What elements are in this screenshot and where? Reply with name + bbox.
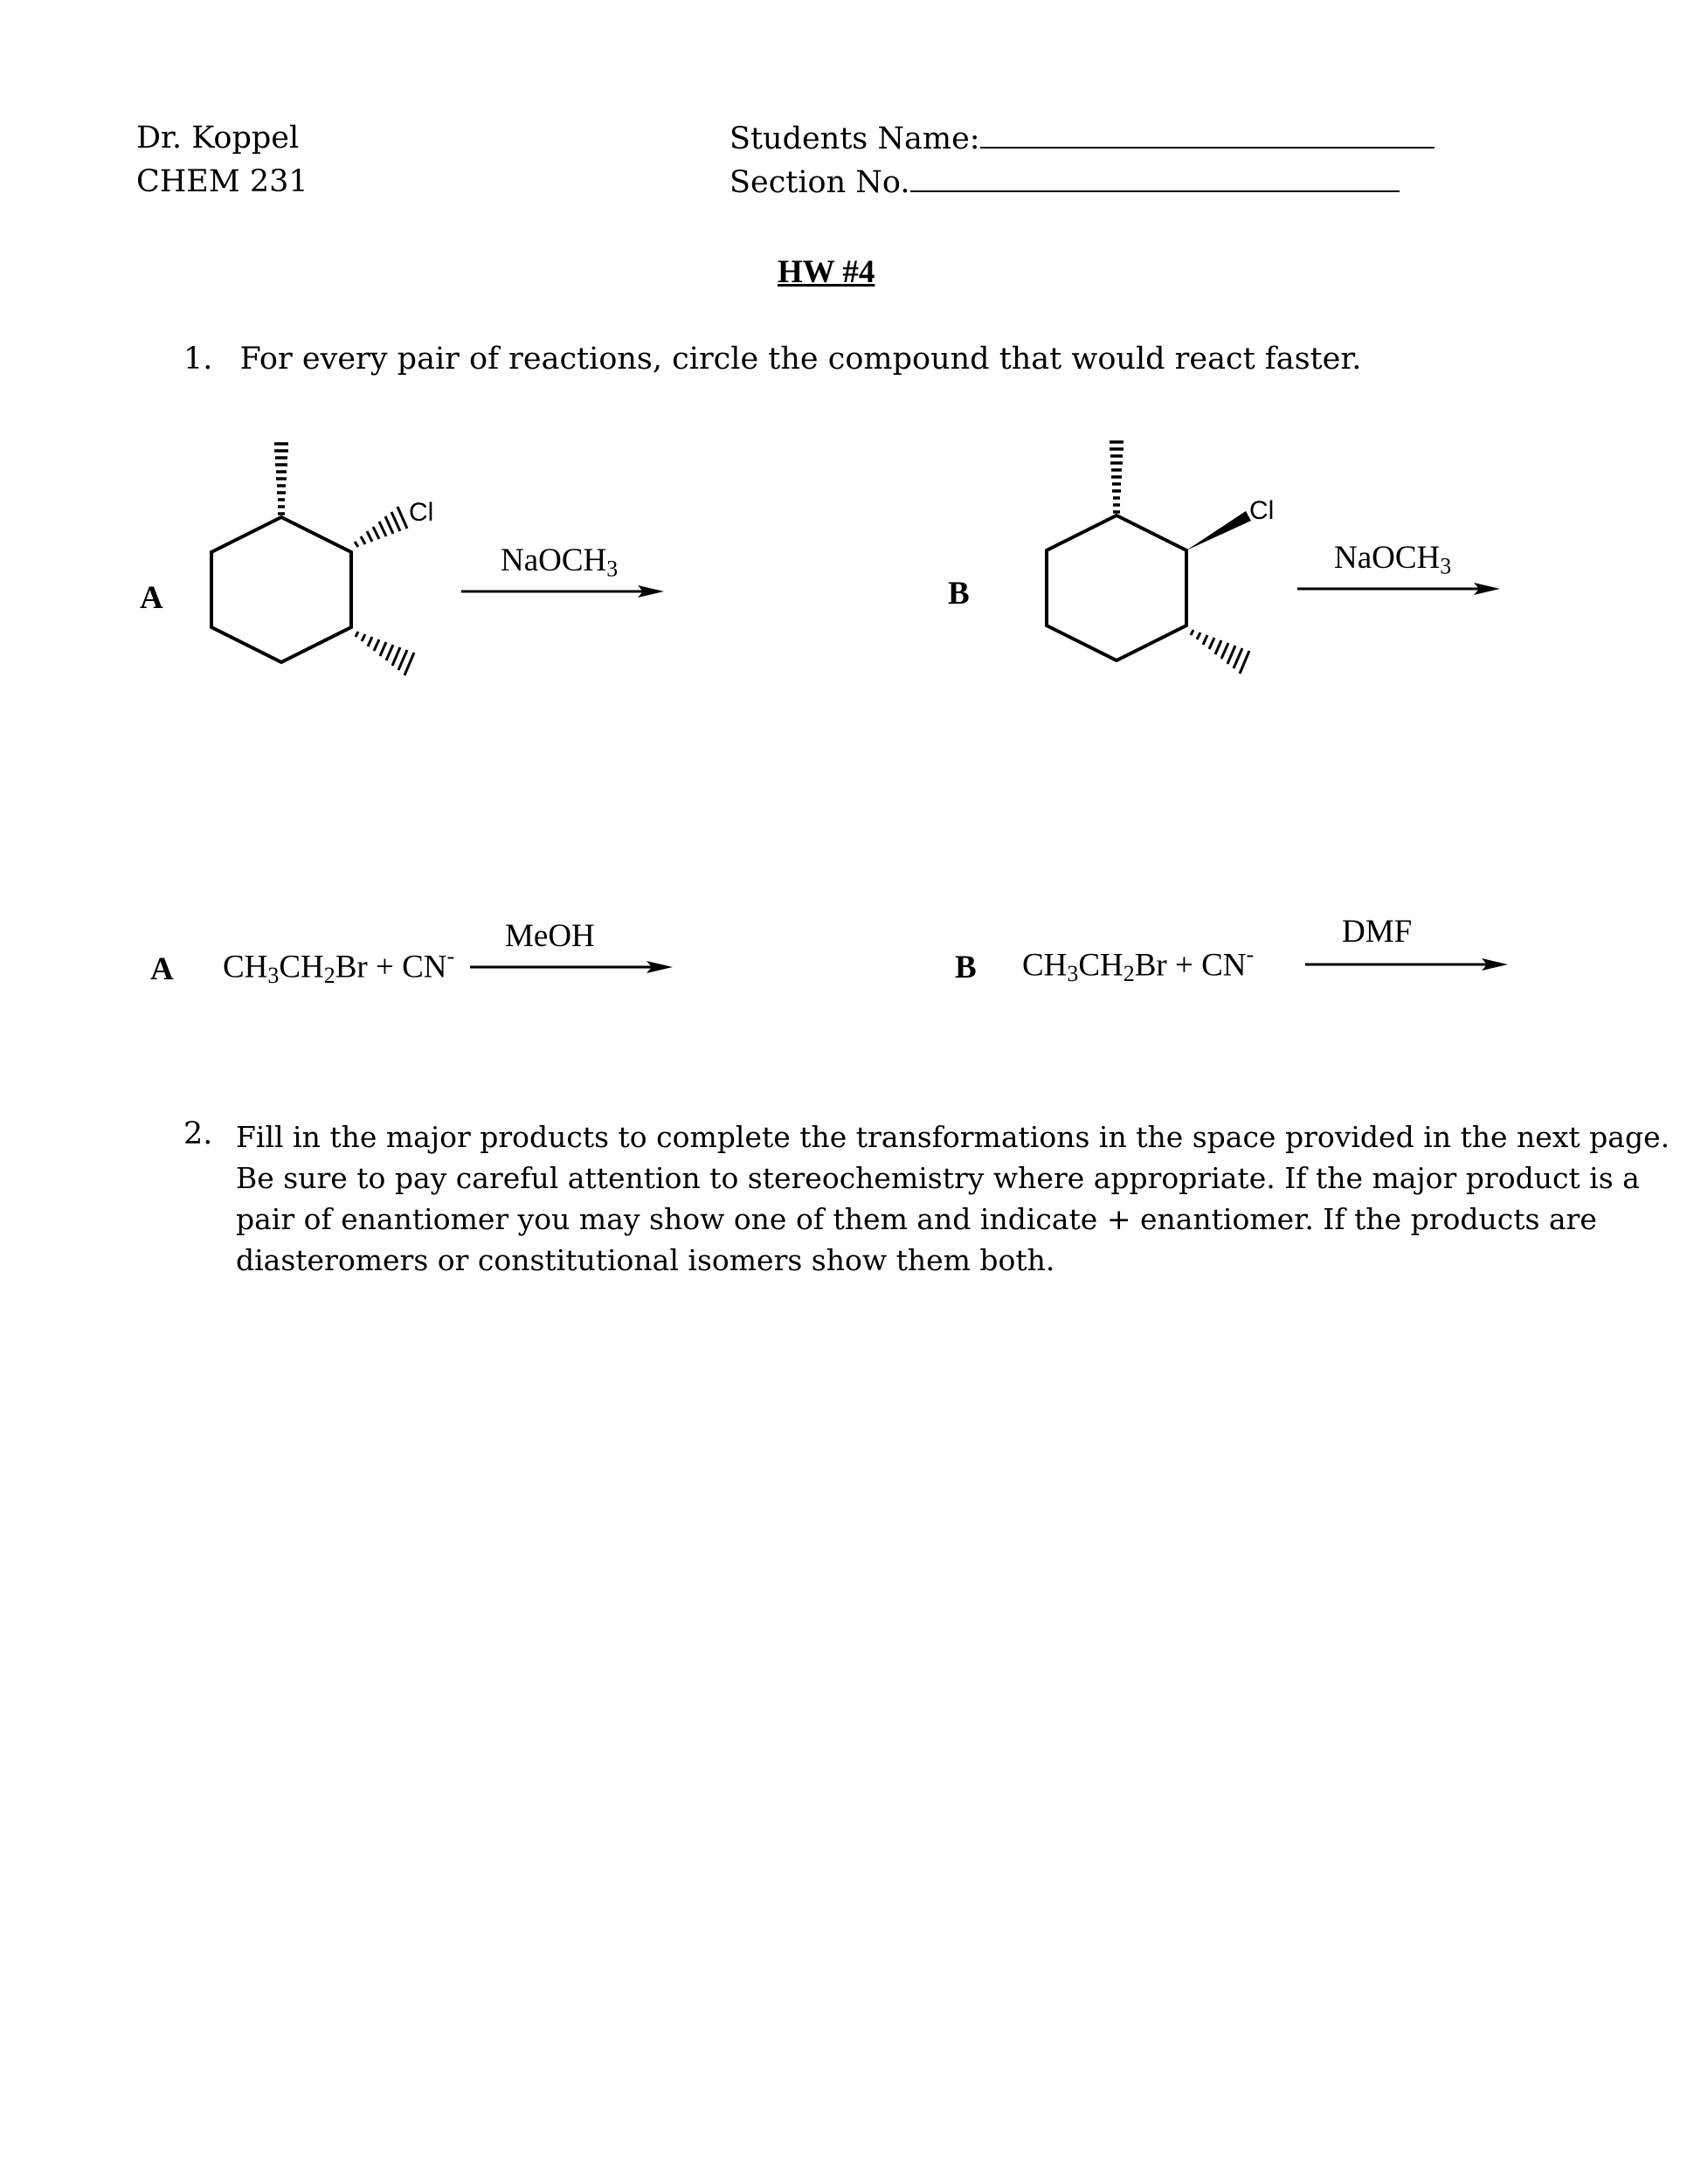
substituent-cl-1a: Cl	[409, 498, 434, 527]
reaction-arrow-2b	[1305, 954, 1515, 975]
question-1-number: 1.	[183, 342, 213, 377]
section-row	[729, 164, 1400, 200]
instructor-name: Dr. Koppel	[136, 121, 300, 156]
question-2-number: 2.	[183, 1116, 213, 1151]
reaction-2a-label: A	[150, 951, 174, 987]
reagent-1a: NaOCH$_3$	[501, 543, 619, 582]
student-name-row	[729, 121, 1435, 156]
course-code: CHEM 231	[136, 164, 308, 199]
solvent-2a: MeOH	[505, 918, 595, 954]
solvent-2b: DMF	[1342, 914, 1413, 950]
question-1	[183, 342, 1361, 377]
page-title: HW #4	[778, 254, 875, 290]
reaction-arrow-1a	[461, 581, 671, 602]
reaction-2b-label: B	[955, 950, 977, 985]
question-2-line: Be sure to pay careful attention to stereochemistry where appropriate. If the major product is a	[236, 1161, 1640, 1195]
reactants-2a: $CH_3CH_2Br + CN^-$	[223, 943, 455, 988]
question-2-line: pair of enantiomer you may show one of them and indicate + enantiomer. If the products are	[236, 1202, 1597, 1236]
section-number-field[interactable]	[910, 164, 1400, 192]
reagent-1b: NaOCH$_3$	[1334, 540, 1452, 579]
question-2-line: Fill in the major products to complete the transformations in the space provided in the next page.	[236, 1120, 1670, 1154]
student-name-label: Students Name:	[729, 121, 980, 156]
substituent-cl-1b: Cl	[1249, 496, 1275, 525]
reaction-arrow-2a	[470, 957, 680, 978]
molecule-1a	[201, 428, 434, 690]
reaction-arrow-1b	[1297, 578, 1507, 599]
reaction-1b-label: B	[948, 576, 970, 612]
student-name-field[interactable]	[980, 121, 1435, 149]
molecule-1b	[1036, 426, 1281, 688]
reaction-1a-label: A	[140, 580, 163, 616]
question-2-line: diasteromers or constitutional isomers show them both.	[236, 1243, 1055, 1277]
reactants-2b: $CH_3CH_2Br + CN^-$	[1022, 942, 1255, 986]
question-1-text: For every pair of reactions, circle the compound that would react faster.	[239, 342, 1362, 377]
section-label: Section No.	[729, 165, 910, 200]
question-2-text	[236, 1116, 1670, 1281]
